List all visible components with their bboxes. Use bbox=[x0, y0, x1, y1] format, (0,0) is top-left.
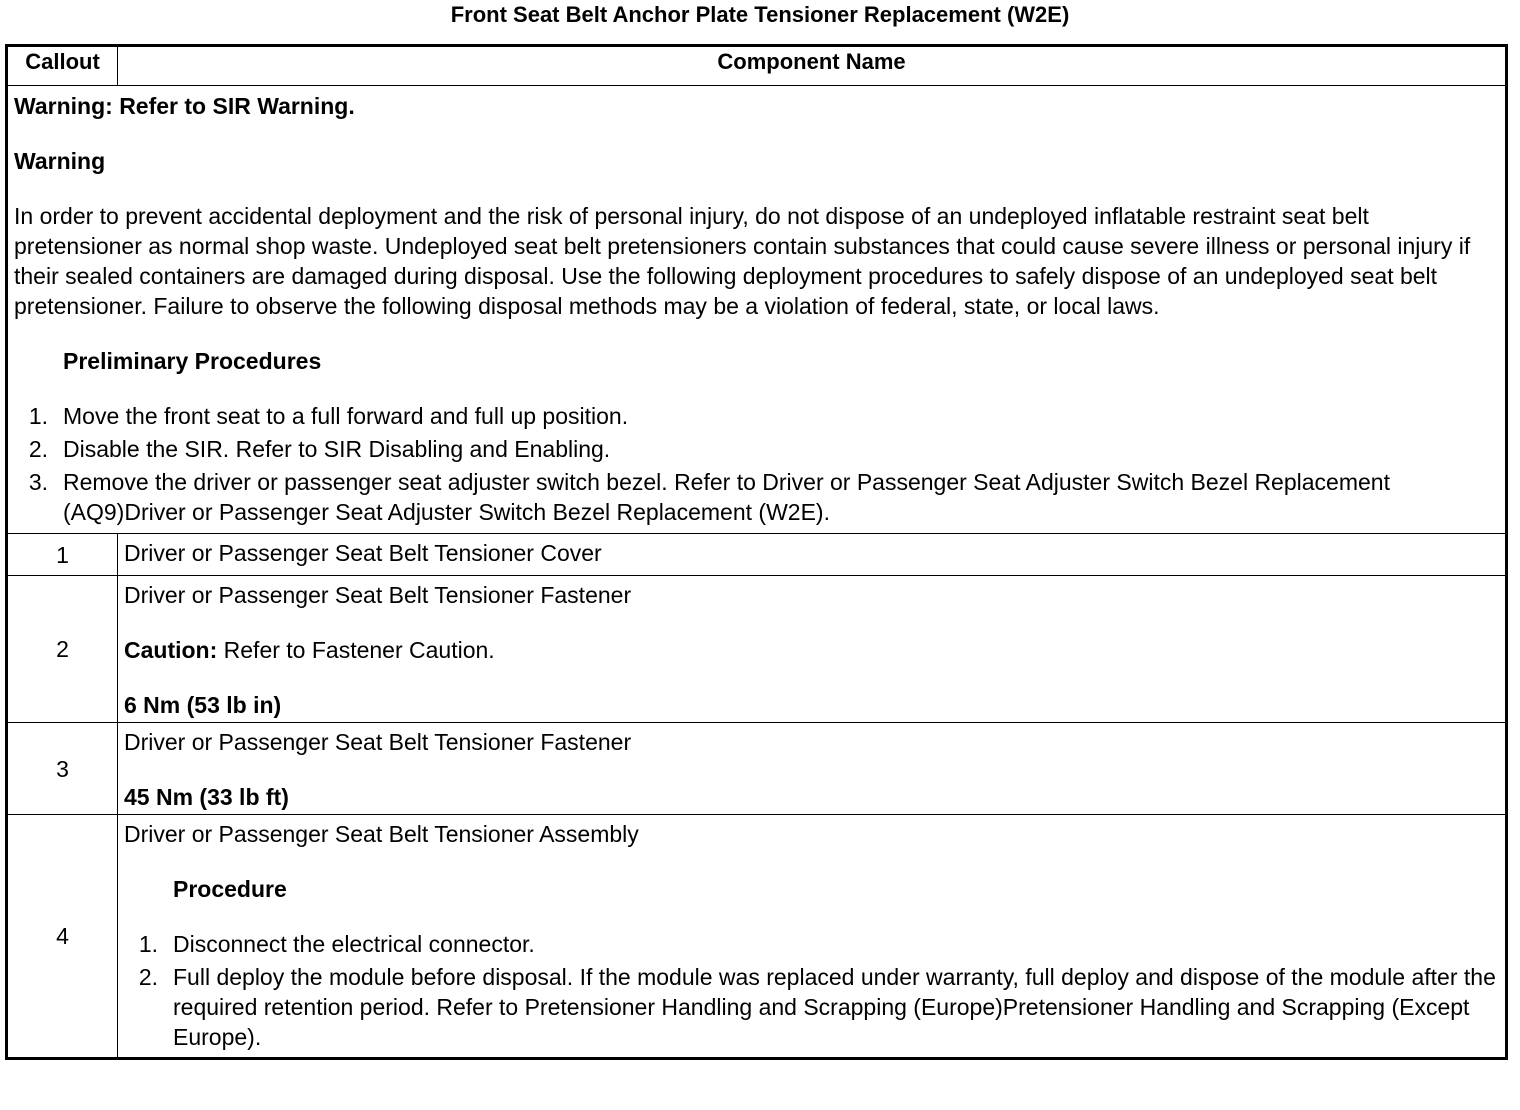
component-cell bbox=[118, 815, 1507, 1059]
list-item bbox=[124, 929, 1499, 959]
list-item bbox=[14, 467, 1499, 527]
step-number: 2. bbox=[138, 964, 158, 990]
torque-spec: 6 Nm (53 lb in) bbox=[124, 692, 282, 718]
warning-cell bbox=[7, 86, 1507, 534]
component-table bbox=[5, 44, 1508, 1060]
procedure-heading: Procedure bbox=[173, 876, 287, 902]
callout-cell: 3 bbox=[7, 723, 118, 815]
table-row bbox=[7, 815, 1507, 1059]
step-number: 1. bbox=[138, 931, 158, 957]
step-text: Move the front seat to a full forward and full up position. bbox=[63, 403, 629, 429]
table-row bbox=[7, 723, 1507, 815]
table-header-row bbox=[7, 46, 1507, 86]
torque-spec: 45 Nm (33 lb ft) bbox=[124, 784, 289, 810]
component-name: Driver or Passenger Seat Belt Tensioner Fastener bbox=[124, 729, 632, 755]
component-name-header: Component Name bbox=[118, 46, 1507, 86]
sir-warning-text: Refer to SIR Warning. bbox=[119, 93, 355, 119]
component-name: Driver or Passenger Seat Belt Tensioner Fastener bbox=[124, 582, 632, 608]
component-cell bbox=[118, 576, 1507, 723]
table-row bbox=[7, 534, 1507, 576]
caution-note bbox=[124, 635, 1499, 665]
step-number: 2. bbox=[28, 436, 48, 462]
caution-text: Refer to Fastener Caution. bbox=[223, 637, 495, 663]
warning-paragraph: In order to prevent accidental deployment and the risk of personal injury, do not dispose of an undeployed inflatable restraint seat belt pretensioner as normal shop waste. Undeployed seat belt pretensioners contain substances that could cause severe illness or personal injury if their sealed containers are damaged during disposal. Use the following deployment procedures to safely dispose of an undeployed seat belt pretensioner. Failure to observe the following disposal methods may be a violation of federal, state, or local laws. bbox=[14, 203, 1471, 319]
step-text: Full deploy the module before disposal. If the module was replaced under warranty, full deploy and dispose of the module after the required retention period. Refer to Pretensioner Handling and Scrapping (Europe)Pretensioner Handling and Scrapping (Except Europe). bbox=[173, 964, 1496, 1050]
list-item bbox=[14, 434, 1499, 464]
step-text: Disable the SIR. Refer to SIR Disabling and Enabling. bbox=[63, 436, 611, 462]
step-number: 3. bbox=[28, 469, 48, 495]
list-item bbox=[124, 962, 1499, 1052]
sir-warning-label: Warning: bbox=[14, 93, 113, 119]
component-cell bbox=[118, 534, 1507, 576]
procedure-steps bbox=[124, 929, 1499, 1052]
component-cell bbox=[118, 723, 1507, 815]
callout-cell: 1 bbox=[7, 534, 118, 576]
page-title: Front Seat Belt Anchor Plate Tensioner Replacement (W2E) bbox=[450, 2, 1070, 27]
warning-row bbox=[7, 86, 1507, 534]
component-name: Driver or Passenger Seat Belt Tensioner Assembly bbox=[124, 821, 639, 847]
callout-cell: 2 bbox=[7, 576, 118, 723]
step-number: 1. bbox=[28, 403, 48, 429]
sir-warning bbox=[14, 91, 1499, 121]
list-item bbox=[14, 401, 1499, 431]
preliminary-heading: Preliminary Procedures bbox=[63, 348, 322, 374]
step-text: Disconnect the electrical connector. bbox=[173, 931, 535, 957]
caution-label: Caution: bbox=[124, 637, 218, 663]
warning-heading: Warning bbox=[14, 148, 106, 174]
preliminary-steps bbox=[14, 401, 1499, 527]
step-text: Remove the driver or passenger seat adjuster switch bezel. Refer to Driver or Passenger Seat Adjuster Switch Bezel Replacement (AQ9)Driver or Passenger Seat Adjuster Switch Bezel Replacement (W2E). bbox=[63, 469, 1390, 525]
component-name: Driver or Passenger Seat Belt Tensioner Cover bbox=[124, 540, 602, 566]
table-row bbox=[7, 576, 1507, 723]
callout-header: Callout bbox=[7, 46, 118, 86]
callout-cell: 4 bbox=[7, 815, 118, 1059]
